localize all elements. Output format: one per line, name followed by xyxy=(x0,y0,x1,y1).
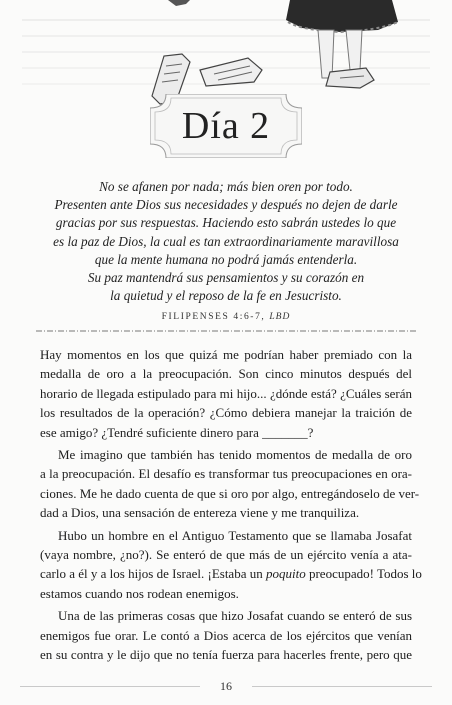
quote-line: la quietud y el reposo de la fe en Jesucristo. xyxy=(110,288,342,304)
body-line: a la preocupación. El desafío es transformar tus preocupaciones en ora- xyxy=(40,466,412,482)
quote-line: No se afanen por nada; más bien oren por todo. xyxy=(99,179,353,194)
citation-version: LBD xyxy=(269,312,291,322)
body-line: enemigos fue orar. Le contó a Dios acerca de los ejércitos que venían xyxy=(40,627,412,643)
body-line: (vaya nombre, ¿no?). Se enteró de que más de un ejército venía a ata- xyxy=(40,547,412,563)
body-line: estamos cuando nos rodean enemigos. xyxy=(40,585,239,601)
body-line: dad a Dios, una sensación de entereza viene y me tranquiliza. xyxy=(40,505,360,521)
body-text-run: carlo a él y a los hijos de Israel. ¡Estaba un xyxy=(40,566,266,582)
body-line: Hubo un hombre en el Antiguo Testamento que se llamaba Josafat xyxy=(58,527,412,543)
body-line: horario de llegada estipulado para mi hijo... ¿dónde está? ¿Cuáles serán xyxy=(40,385,412,401)
body-line: medalla de oro a la preocupación. Son cinco minutos después del xyxy=(40,366,412,382)
quote-line: Su paz mantendrá sus pensamientos y su corazón en xyxy=(87,270,365,286)
chapter-title: Día 2 xyxy=(181,105,271,147)
body-text xyxy=(40,345,422,665)
citation-reference: FILIPENSES 4:6-7, xyxy=(161,312,266,322)
section-divider xyxy=(36,330,416,332)
body-text-run: preocupado! Todos lo xyxy=(305,566,422,582)
body-line: Hay momentos en los que quizá me podrían haber premiado con la xyxy=(40,347,412,362)
body-line: en su contra y le dijo que no tenía fuerza para hacerles frente, pero que xyxy=(40,647,412,663)
body-line: los resultados de la operación? ¿Cómo debiera manejar la traición de xyxy=(40,405,412,421)
body-line xyxy=(40,564,422,583)
page-number: 16 xyxy=(220,679,232,693)
quote-line: que la mente humana no podrá jamás entenderla. xyxy=(94,251,358,267)
quote-line: Presenten ante Dios sus necesidades y después no dejen de darle xyxy=(54,197,398,213)
emphasis-word: poquito xyxy=(265,566,306,582)
scripture-citation xyxy=(0,312,452,322)
scripture-quote xyxy=(32,178,420,305)
quote-line: es la paz de Dios, la cual es tan extraordinariamente maravillosa xyxy=(53,233,399,249)
quote-line: gracias por sus respuestas. Haciendo esto sabrán ustedes lo que xyxy=(55,215,397,231)
body-line: ese amigo? ¿Tendré suficiente dinero para _______? xyxy=(40,424,314,440)
body-line: Una de las primeras cosas que hizo Josafat cuando se enteró de sus xyxy=(58,608,412,624)
body-line: ciones. Me he dado cuenta de que si oro por algo, entregándoselo de ver- xyxy=(40,485,420,501)
body-line: Me imagino que también has tenido momentos de medalla de oro xyxy=(58,447,412,463)
